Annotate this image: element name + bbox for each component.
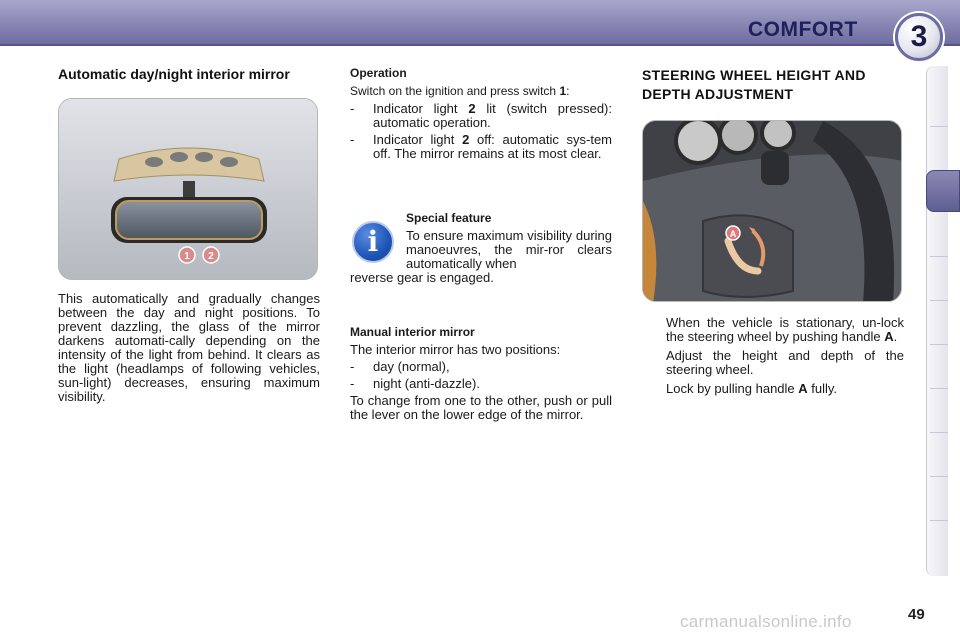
chapter-tab-active[interactable] — [926, 170, 960, 212]
mirror-illustration — [59, 99, 318, 280]
info-icon: i — [352, 221, 394, 263]
special-feature-text: To ensure maximum visibility during manoeuvres, the mir-ror clears automatically when — [406, 228, 612, 271]
tab-divider — [930, 476, 948, 477]
column-mirror — [58, 66, 320, 407]
list-item: Adjust the height and depth of the steering wheel. — [642, 349, 904, 377]
mirror-title: Automatic day/night interior mirror — [58, 66, 290, 82]
chapter-number-badge: 3 — [895, 13, 943, 61]
column-operation — [350, 66, 612, 425]
chapter-title: COMFORT — [748, 18, 858, 41]
chapter-tab-strip — [926, 66, 948, 576]
bullet-icon — [642, 349, 666, 377]
tab-divider — [930, 520, 948, 521]
list-item: - night (anti-dazzle). — [350, 376, 480, 391]
special-feature-title: Special feature — [406, 211, 492, 225]
tab-divider — [930, 432, 948, 433]
operation-title: Operation — [350, 66, 407, 80]
tab-divider — [930, 388, 948, 389]
callout-2: 2 — [208, 251, 214, 262]
tab-divider — [930, 344, 948, 345]
tab-divider — [930, 126, 948, 127]
page-number: 49 — [908, 606, 925, 623]
list-item: When the vehicle is stationary, un-lock the steering wheel by pushing handle A. — [642, 316, 904, 344]
watermark: carmanualsonline.info — [680, 612, 852, 631]
tab-divider — [930, 256, 948, 257]
mirror-description: This automatically and gradually changes between the day and night positions. To prevent dazzling, the glass of the mirror darkens automati-cally depending on the intensity of the light from behind. It clears as the light (headlamps of following vehicles, sun-light) decreases, ensuring maximum visibility. — [58, 291, 320, 404]
callout-1: 1 — [184, 251, 190, 262]
manual-intro: The interior mirror has two positions: — [350, 342, 561, 357]
column-steering — [642, 66, 904, 401]
steering-photo — [642, 120, 902, 302]
bullet-icon — [642, 382, 666, 396]
special-feature-text-end: reverse gear is engaged. — [350, 270, 494, 285]
steering-illustration — [643, 121, 902, 302]
manual-outro: To change from one to the other, push or pull the lever on the lower edge of the mirror. — [350, 393, 612, 422]
bullet-icon — [642, 316, 666, 344]
list-item: Lock by pulling handle A fully. — [642, 382, 904, 396]
manual-mirror-title: Manual interior mirror — [350, 325, 475, 339]
special-feature-box — [350, 211, 612, 285]
tab-divider — [930, 300, 948, 301]
operation-intro: Switch on the ignition and press switch 1: — [350, 84, 570, 98]
list-item: - Indicator light 2 lit (switch pressed): automatic operation. — [350, 101, 612, 130]
steering-title: STEERING WHEEL HEIGHT AND DEPTH ADJUSTMENT — [642, 67, 866, 102]
list-item: - Indicator light 2 off: automatic sys-tem off. The mirror remains at its most clear. — [350, 132, 613, 161]
list-item: - day (normal), — [350, 359, 450, 374]
mirror-photo — [58, 98, 318, 280]
handle-a-label: A — [729, 229, 737, 239]
